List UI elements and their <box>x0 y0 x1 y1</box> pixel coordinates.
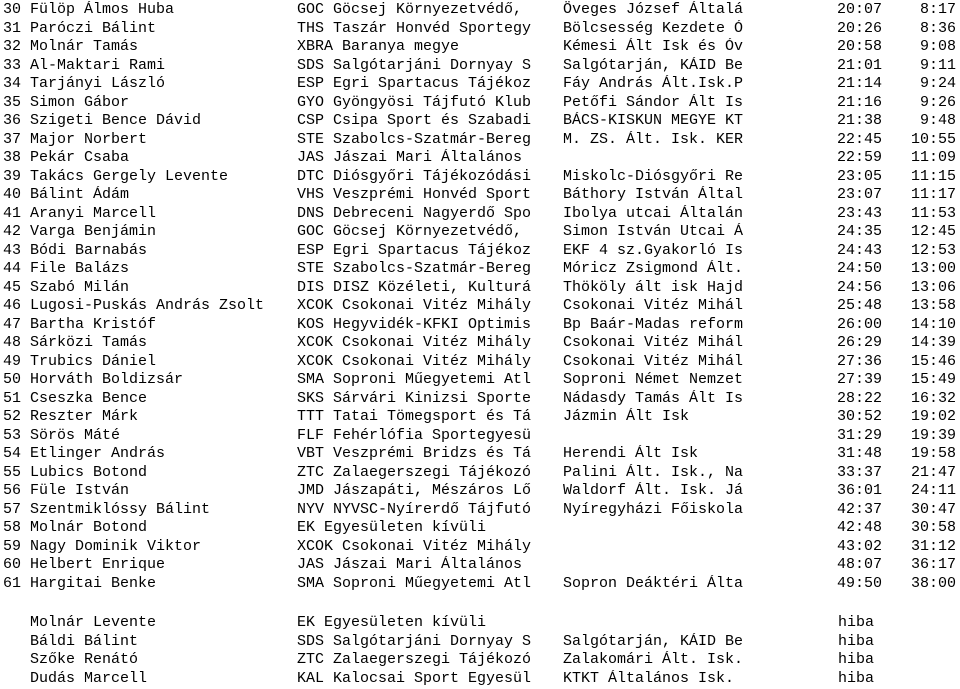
name-cell: Horváth Boldizsár <box>30 371 184 388</box>
club-cell: SDS Salgótarjáni Dornyay S <box>297 56 532 74</box>
result-row <box>0 371 960 390</box>
rank-cell: 39 <box>3 167 22 185</box>
name-cell: Bartha Kristóf <box>30 315 157 333</box>
time-cell: 42:48 <box>836 519 882 536</box>
time-cell: 24:56 <box>836 278 882 296</box>
rank-cell: 55 <box>3 463 22 481</box>
rank-cell: 50 <box>3 371 22 388</box>
club-cell: ESP Egri Spartacus Tájékoz <box>297 241 532 259</box>
diff-cell: 11:53 <box>910 204 956 222</box>
rank-cell: 41 <box>3 204 22 222</box>
school-cell: Öveges József Általá <box>563 1 744 18</box>
name-cell: Major Norbert <box>30 130 148 148</box>
name-cell: Molnár Levente <box>30 614 157 631</box>
time-cell: 20:58 <box>836 38 882 55</box>
time-cell: 23:07 <box>836 186 882 203</box>
diff-cell: 21:47 <box>910 463 956 481</box>
diff-cell: 11:09 <box>910 149 956 166</box>
diff-cell: 9:08 <box>919 38 956 55</box>
result-row <box>0 575 960 594</box>
time-cell: 23:43 <box>836 204 882 222</box>
result-row <box>0 186 960 205</box>
result-row <box>0 149 960 168</box>
status-cell: hiba <box>838 651 875 668</box>
result-row <box>0 297 960 316</box>
time-cell: 26:00 <box>836 315 882 333</box>
time-cell: 31:48 <box>836 445 882 462</box>
name-cell: Sárközi Tamás <box>30 334 148 351</box>
time-cell: 25:48 <box>836 297 882 314</box>
rank-cell: 43 <box>3 241 22 259</box>
school-cell: Soproni Német Nemzet <box>563 371 744 388</box>
rank-cell: 42 <box>3 223 22 240</box>
club-cell: XBRA Baranya megye <box>297 38 460 55</box>
school-cell: M. ZS. Ált. Isk. KER <box>563 130 744 148</box>
school-cell: Sopron Deáktéri Álta <box>563 574 744 592</box>
name-cell: Trubics Dániel <box>30 352 157 370</box>
diff-cell: 10:55 <box>910 130 956 148</box>
name-cell: Aranyi Marcell <box>30 204 157 222</box>
result-row <box>0 445 960 464</box>
diff-cell: 36:17 <box>910 556 956 573</box>
result-row <box>0 427 960 446</box>
club-cell: DTC Diósgyőri Tájékozódási <box>297 167 532 185</box>
rank-cell: 48 <box>3 334 22 351</box>
result-row <box>0 316 960 335</box>
club-cell: EK Egyesületen kívüli <box>297 614 487 631</box>
school-cell: Nyíregyházi Főiskola <box>563 500 744 518</box>
club-cell: KOS Hegyvidék-KFKI Optimis <box>297 315 532 333</box>
club-cell: SKS Sárvári Kinizsi Sporte <box>297 389 532 407</box>
club-cell: DIS DISZ Közéleti, Kulturá <box>297 278 532 296</box>
diff-cell: 19:02 <box>910 408 956 425</box>
club-cell: KAL Kalocsai Sport Egyesül <box>297 669 532 687</box>
club-cell: SDS Salgótarjáni Dornyay S <box>297 632 532 650</box>
school-cell: Bölcsesség Kezdete Ó <box>563 19 744 37</box>
name-cell: Szőke Renátó <box>30 651 139 668</box>
result-row <box>0 408 960 427</box>
rank-cell: 60 <box>3 556 22 573</box>
club-cell: XCOK Csokonai Vitéz Mihály <box>297 334 532 351</box>
diff-cell: 9:48 <box>919 112 956 129</box>
rank-cell: 56 <box>3 482 22 499</box>
name-cell: Bálint Ádám <box>30 186 130 203</box>
rank-cell: 31 <box>3 19 22 37</box>
rank-cell: 57 <box>3 500 22 518</box>
time-cell: 23:05 <box>836 167 882 185</box>
diff-cell: 15:49 <box>910 371 956 388</box>
name-cell: Szabó Milán <box>30 278 130 296</box>
rank-cell: 47 <box>3 315 22 333</box>
name-cell: Reszter Márk <box>30 408 139 425</box>
name-cell: Báldi Bálint <box>30 632 139 650</box>
club-cell: CSP Csipa Sport és Szabadi <box>297 112 532 129</box>
diff-cell: 13:58 <box>910 297 956 314</box>
time-cell: 24:35 <box>836 223 882 240</box>
result-row <box>0 556 960 575</box>
club-cell: SMA Soproni Műegyetemi Atl <box>297 574 532 592</box>
status-cell: hiba <box>838 632 875 650</box>
club-cell: EK Egyesületen kívüli <box>297 519 487 536</box>
time-cell: 21:01 <box>836 56 882 74</box>
name-cell: Bódi Barnabás <box>30 241 148 259</box>
name-cell: File Balázs <box>30 260 130 277</box>
diff-cell: 13:06 <box>910 278 956 296</box>
club-cell: JAS Jászai Mari Általános <box>297 556 523 573</box>
time-cell: 30:52 <box>836 408 882 425</box>
diff-cell: 11:15 <box>910 167 956 185</box>
time-cell: 36:01 <box>836 482 882 499</box>
time-cell: 43:02 <box>836 537 882 555</box>
club-cell: GOC Göcsej Környezetvédő, <box>297 223 523 240</box>
name-cell: Lubics Botond <box>30 463 148 481</box>
rank-cell: 45 <box>3 278 22 296</box>
rank-cell: 46 <box>3 297 22 314</box>
diff-cell: 16:32 <box>910 389 956 407</box>
club-cell: TTT Tatai Tömegsport és Tá <box>297 408 532 425</box>
diff-cell: 19:58 <box>910 445 956 462</box>
school-cell: Báthory István Által <box>563 186 744 203</box>
club-cell: FLF Fehérlófia Sportegyesü <box>297 426 532 444</box>
club-cell: SMA Soproni Műegyetemi Atl <box>297 371 532 388</box>
result-row <box>0 353 960 372</box>
diff-cell: 12:45 <box>910 223 956 240</box>
result-row <box>0 112 960 131</box>
rank-cell: 30 <box>3 1 22 18</box>
result-row <box>0 223 960 242</box>
status-cell: hiba <box>838 614 875 631</box>
result-row <box>0 390 960 409</box>
name-cell: Pekár Csaba <box>30 149 130 166</box>
rank-cell: 51 <box>3 389 22 407</box>
club-cell: XCOK Csokonai Vitéz Mihály <box>297 297 532 314</box>
diff-cell: 30:58 <box>910 519 956 536</box>
school-cell: Ibolya utcai Általán <box>563 204 744 222</box>
school-cell: Waldorf Ált. Isk. Já <box>563 482 744 499</box>
result-row <box>0 260 960 279</box>
rank-cell: 40 <box>3 186 22 203</box>
diff-cell: 9:24 <box>919 75 956 92</box>
club-cell: DNS Debreceni Nagyerdő Spo <box>297 204 532 222</box>
rank-cell: 53 <box>3 426 22 444</box>
school-cell: Csokonai Vitéz Mihál <box>563 352 744 370</box>
diff-cell: 8:17 <box>919 1 956 18</box>
name-cell: Al-Maktari Rami <box>30 56 166 74</box>
school-cell: Salgótarján, KÁID Be <box>563 632 744 650</box>
error-row <box>0 633 960 652</box>
time-cell: 20:07 <box>836 1 882 18</box>
time-cell: 22:45 <box>836 130 882 148</box>
club-cell: GOC Göcsej Környezetvédő, <box>297 1 523 18</box>
club-cell: XCOK Csokonai Vitéz Mihály <box>297 537 532 555</box>
rank-cell: 61 <box>3 574 22 592</box>
time-cell: 42:37 <box>836 500 882 518</box>
time-cell: 27:36 <box>836 352 882 370</box>
diff-cell: 9:11 <box>919 56 956 74</box>
name-cell: Hargitai Benke <box>30 574 157 592</box>
name-cell: Tarjányi László <box>30 75 166 92</box>
result-row <box>0 20 960 39</box>
club-cell: NYV NYVSC-Nyírerdő Tájfutó <box>297 500 532 518</box>
club-cell: ESP Egri Spartacus Tájékoz <box>297 75 532 92</box>
name-cell: Szigeti Bence Dávid <box>30 112 202 129</box>
time-cell: 48:07 <box>836 556 882 573</box>
club-cell: ZTC Zalaegerszegi Tájékozó <box>297 463 532 481</box>
name-cell: Etlinger András <box>30 445 166 462</box>
status-cell: hiba <box>838 669 875 687</box>
diff-cell: 30:47 <box>910 500 956 518</box>
name-cell: Molnár Botond <box>30 519 148 536</box>
club-cell: GYO Gyöngyösi Tájfutó Klub <box>297 93 532 111</box>
result-row <box>0 501 960 520</box>
school-cell: Fáy András Ált.Isk.P <box>563 75 744 92</box>
rank-cell: 38 <box>3 149 22 166</box>
diff-cell: 19:39 <box>910 426 956 444</box>
result-row <box>0 1 960 20</box>
rank-cell: 34 <box>3 75 22 92</box>
name-cell: Paróczi Bálint <box>30 19 157 37</box>
name-cell: Dudás Marcell <box>30 669 148 687</box>
school-cell: KTKT Általános Isk. <box>563 669 735 687</box>
school-cell: EKF 4 sz.Gyakorló Is <box>563 241 744 259</box>
rank-cell: 33 <box>3 56 22 74</box>
school-cell: Thököly ált isk Hajd <box>563 278 744 296</box>
diff-cell: 38:00 <box>910 574 956 592</box>
club-cell: STE Szabolcs-Szatmár-Bereg <box>297 130 532 148</box>
time-cell: 22:59 <box>836 149 882 166</box>
club-cell: STE Szabolcs-Szatmár-Bereg <box>297 260 532 277</box>
school-cell: Petőfi Sándor Ált Is <box>563 93 744 111</box>
school-cell: Palini Ált. Isk., Na <box>563 463 744 481</box>
rank-cell: 32 <box>3 38 22 55</box>
school-cell: Salgótarján, KÁID Be <box>563 56 744 74</box>
time-cell: 21:16 <box>836 93 882 111</box>
time-cell: 28:22 <box>836 389 882 407</box>
school-cell: Móricz Zsigmond Ált. <box>563 260 744 277</box>
diff-cell: 15:46 <box>910 352 956 370</box>
rank-cell: 58 <box>3 519 22 536</box>
school-cell: Kémesi Ált Isk és Óv <box>563 38 744 55</box>
time-cell: 20:26 <box>836 19 882 37</box>
time-cell: 24:50 <box>836 260 882 277</box>
club-cell: ZTC Zalaegerszegi Tájékozó <box>297 651 532 668</box>
name-cell: Takács Gergely Levente <box>30 167 229 185</box>
school-cell: Csokonai Vitéz Mihál <box>563 297 744 314</box>
school-cell: Zalakomári Ált. Isk. <box>563 651 744 668</box>
result-row <box>0 168 960 187</box>
club-cell: THS Taszár Honvéd Sportegy <box>297 19 532 37</box>
diff-cell: 24:11 <box>910 482 956 499</box>
result-row <box>0 131 960 150</box>
school-cell: BÁCS-KISKUN MEGYE KT <box>563 112 744 129</box>
result-row <box>0 279 960 298</box>
diff-cell: 14:10 <box>910 315 956 333</box>
time-cell: 33:37 <box>836 463 882 481</box>
result-row <box>0 38 960 57</box>
rank-cell: 36 <box>3 112 22 129</box>
school-cell: Simon István Utcai Á <box>563 223 744 240</box>
time-cell: 24:43 <box>836 241 882 259</box>
time-cell: 27:39 <box>836 371 882 388</box>
rank-cell: 54 <box>3 445 22 462</box>
diff-cell: 8:36 <box>919 19 956 37</box>
name-cell: Füle István <box>30 482 130 499</box>
club-cell: VHS Veszprémi Honvéd Sport <box>297 186 532 203</box>
rank-cell: 37 <box>3 130 22 148</box>
result-row <box>0 538 960 557</box>
time-cell: 21:14 <box>836 75 882 92</box>
result-row <box>0 482 960 501</box>
rank-cell: 52 <box>3 408 22 425</box>
name-cell: Cseszka Bence <box>30 389 148 407</box>
name-cell: Helbert Enrique <box>30 556 166 573</box>
name-cell: Molnár Tamás <box>30 38 139 55</box>
rank-cell: 44 <box>3 260 22 277</box>
school-cell: Bp Baár-Madas reform <box>563 315 744 333</box>
rank-cell: 49 <box>3 352 22 370</box>
diff-cell: 14:39 <box>910 334 956 351</box>
time-cell: 26:29 <box>836 334 882 351</box>
school-cell: Csokonai Vitéz Mihál <box>563 334 744 351</box>
club-cell: XCOK Csokonai Vitéz Mihály <box>297 352 532 370</box>
result-row <box>0 94 960 113</box>
club-cell: VBT Veszprémi Bridzs és Tá <box>297 445 532 462</box>
diff-cell: 9:26 <box>919 93 956 111</box>
name-cell: Lugosi-Puskás András Zsolt <box>30 297 265 314</box>
name-cell: Simon Gábor <box>30 93 130 111</box>
result-row <box>0 464 960 483</box>
result-row <box>0 57 960 76</box>
rank-cell: 35 <box>3 93 22 111</box>
name-cell: Varga Benjámin <box>30 223 157 240</box>
name-cell: Szentmiklóssy Bálint <box>30 500 211 518</box>
time-cell: 49:50 <box>836 574 882 592</box>
time-cell: 31:29 <box>836 426 882 444</box>
result-row <box>0 205 960 224</box>
school-cell: Jázmin Ált Isk <box>563 408 690 425</box>
result-row <box>0 519 960 538</box>
error-row <box>0 651 960 670</box>
result-row <box>0 75 960 94</box>
time-cell: 21:38 <box>836 112 882 129</box>
error-row <box>0 614 960 633</box>
diff-cell: 13:00 <box>910 260 956 277</box>
error-row <box>0 670 960 689</box>
school-cell: Nádasdy Tamás Ált Is <box>563 389 744 407</box>
diff-cell: 31:12 <box>910 537 956 555</box>
club-cell: JAS Jászai Mari Általános <box>297 149 523 166</box>
result-row <box>0 334 960 353</box>
rank-cell: 59 <box>3 537 22 555</box>
school-cell: Miskolc-Diósgyőri Re <box>563 167 744 185</box>
result-row <box>0 242 960 261</box>
name-cell: Sörös Máté <box>30 426 121 444</box>
diff-cell: 12:53 <box>910 241 956 259</box>
club-cell: JMD Jászapáti, Mészáros Lő <box>297 482 532 499</box>
name-cell: Nagy Dominik Viktor <box>30 537 202 555</box>
name-cell: Fülöp Álmos Huba <box>30 1 175 18</box>
school-cell: Herendi Ált Isk <box>563 445 699 462</box>
diff-cell: 11:17 <box>910 186 956 203</box>
